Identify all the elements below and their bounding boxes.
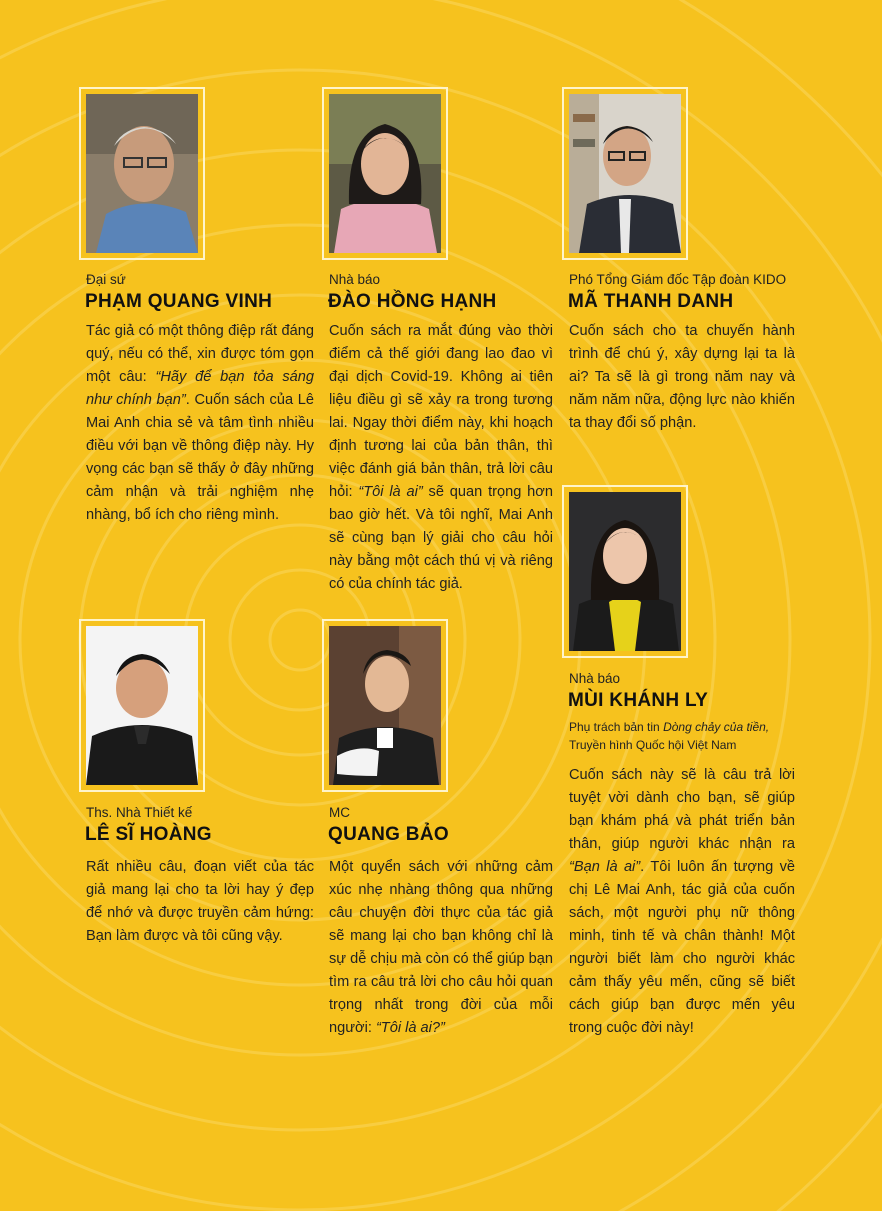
- testimonial-quote: Tác giả có một thông điệp rất đáng quý, nếu có thể, xin được tóm gọn một câu: “Hãy để bạn tỏa sáng như chính bạn”. Cuốn sách của Lê Mai Anh chia sẻ và tâm tình nhiều điều với bạn về thông điệp này. Hy vọng các bạn sẽ thấy ở đây những cảm nhận và trải nghiệm nhẹ nhàng, bổ ích cho riêng mình.: [86, 323, 314, 523]
- person-role: Đại sứ: [86, 272, 126, 287]
- testimonial-quote: Rất nhiều câu, đoạn viết của tác giả mang lại cho ta lời hay ý đẹp để nhớ và được truyền cảm hứng: Bạn làm được và tôi cũng vậy.: [86, 859, 314, 944]
- person-role: MC: [329, 805, 350, 820]
- person-name: QUANG BẢO: [328, 824, 449, 845]
- portrait-photo: [569, 492, 681, 651]
- person-name: MÃ THANH DANH: [568, 291, 734, 312]
- testimonial-quote: Cuốn sách cho ta chuyến hành trình để chú ý, xây dựng lại ta là ai? Ta sẽ là gì trong năm nay và năm năm nữa, động lực nào khiến ta thay đổi số phận.: [569, 323, 795, 431]
- portrait-photo: [86, 94, 198, 253]
- person-role: Nhà báo: [569, 671, 621, 686]
- person-affiliation: Phụ trách bản tin Dòng chảy của tiền, Truyền hình Quốc hội Việt Nam: [569, 720, 770, 752]
- portrait-photo: [86, 626, 198, 785]
- person-role: Ths. Nhà Thiết kế: [86, 805, 193, 820]
- testimonial-quote: Cuốn sách này sẽ là câu trả lời tuyệt vời dành cho bạn, sẽ giúp bạn khám phá và phát triển bản thân, giúp người khác nhận ra “Bạn là ai”. Tôi luôn ấn tượng về chị Lê Mai Anh, tác giả của cuốn sách, một người phụ nữ thông minh, tinh tế và chân thành! Một người biết làm cho người khác cảm thấy yêu mến, cũng sẽ biết cách giúp bạn được mến yêu trong cuộc đời này!: [569, 767, 796, 1036]
- person-name: MÙI KHÁNH LY: [568, 690, 709, 711]
- portrait-photo: [329, 94, 441, 253]
- person-role: Phó Tổng Giám đốc Tập đoàn KIDO: [569, 272, 787, 287]
- portrait-photo: [569, 94, 681, 253]
- testimonial-quote: Một quyển sách với những cảm xúc nhẹ nhàng thông qua những câu chuyện đời thực của tác giả sẽ mang lại cho bạn không chỉ là sự dễ chịu mà còn có thể giúp bạn tìm ra câu trả lời cho câu hỏi quan trọng nhất trong đời của mỗi người: “Tôi là ai?”: [329, 859, 553, 1036]
- portrait-photo: [329, 626, 441, 785]
- testimonial-quote: Cuốn sách ra mắt đúng vào thời điểm cả thế giới đang lao đao vì đại dịch Covid-19. Không ai tiên liệu điều gì sẽ xảy ra trong tương lai. Ngay thời điểm này, khi hoạch định tương lai của bản thân, thì việc đánh giá bản thân, trả lời câu hỏi: “Tôi là ai” sẽ quan trọng hơn bao giờ hết. Và tôi nghĩ, Mai Anh sẽ cùng bạn lý giải cho câu hỏi này bằng một cách thú vị và riêng có của chính tác giả.: [329, 323, 553, 592]
- person-role: Nhà báo: [329, 272, 381, 287]
- person-name: PHẠM QUANG VINH: [85, 291, 273, 312]
- person-name: LÊ SĨ HOÀNG: [85, 824, 212, 845]
- person-name: ĐÀO HỒNG HẠNH: [328, 291, 497, 312]
